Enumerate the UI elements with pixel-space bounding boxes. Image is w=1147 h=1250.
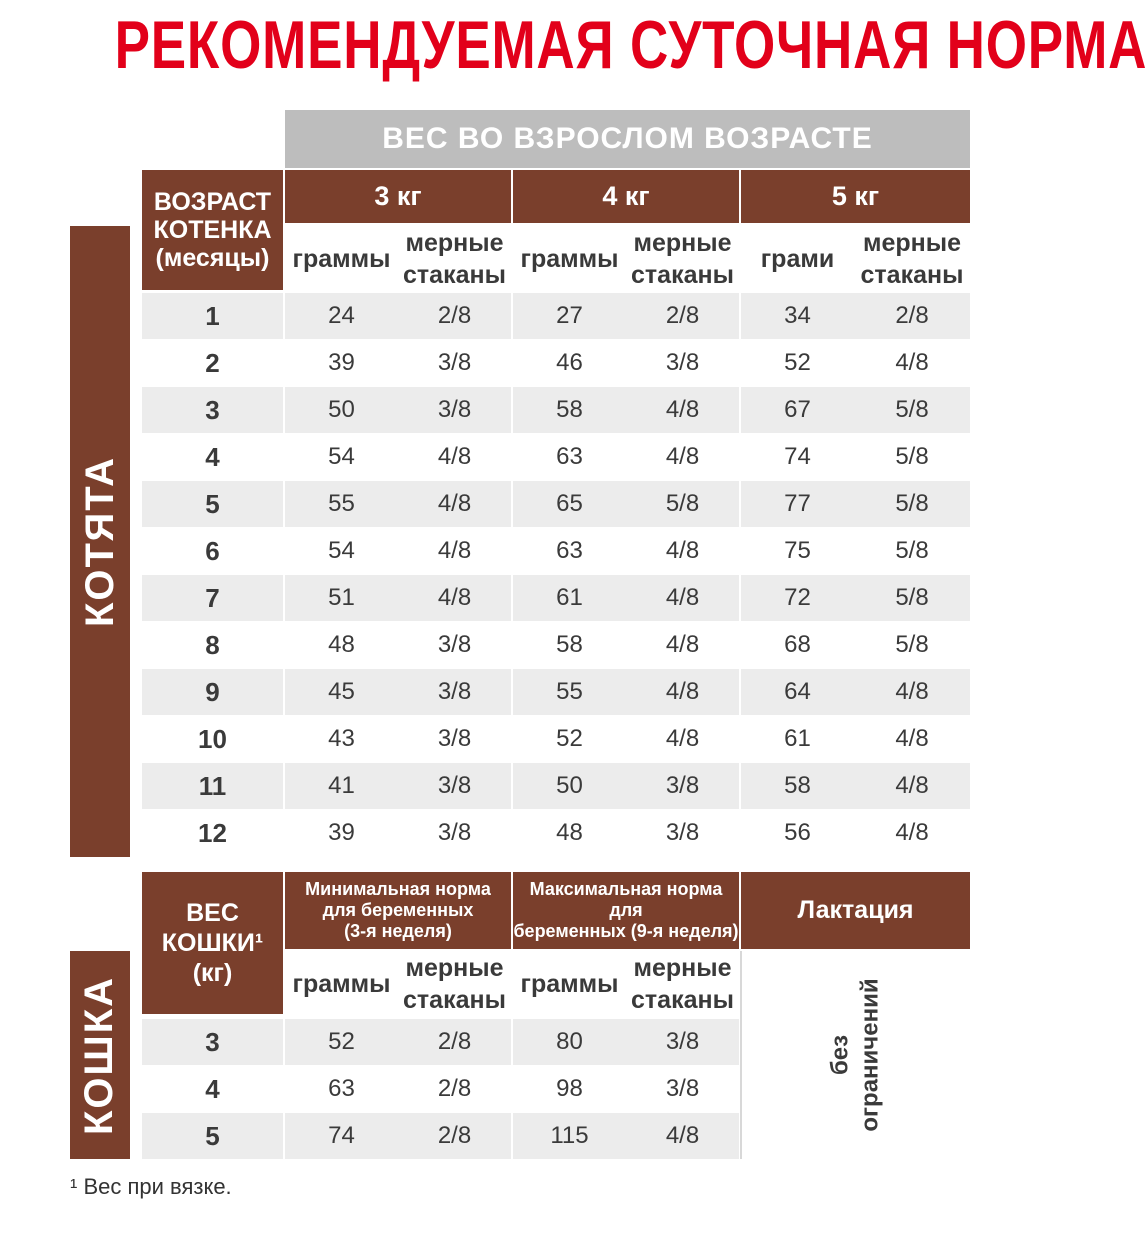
grams-cell: 115	[550, 1122, 589, 1149]
grams-cell: 61	[556, 584, 583, 611]
cups-cell: 4/8	[895, 725, 929, 752]
cups-cell: 5/8	[895, 443, 929, 470]
cups-cell: 3/8	[665, 819, 700, 846]
cups-line-2: стаканы	[860, 261, 964, 289]
cups-cell: 2/8	[437, 1122, 472, 1149]
max-norm-line-2: беременных (9-я неделя)	[513, 921, 739, 941]
table-row	[142, 763, 970, 809]
table-row	[142, 810, 970, 856]
grams-cell: 63	[556, 443, 583, 470]
grams-cell: 52	[784, 349, 811, 376]
age-cell: 1	[205, 300, 220, 331]
cups-cell: 4/8	[665, 396, 700, 423]
weight-5kg-header: 5 кг	[741, 170, 970, 223]
age-cell: 10	[198, 723, 227, 754]
grams-cell: 48	[328, 631, 355, 658]
column-divider	[283, 1019, 285, 1065]
cups-cell: 4/8	[895, 349, 929, 376]
table-row	[142, 622, 970, 668]
age-header-line-2: КОТЕНКА	[153, 216, 272, 244]
column-divider	[739, 622, 741, 668]
grams-cell: 65	[556, 490, 583, 517]
grams-cell: 52	[556, 725, 583, 752]
grams-cell: 58	[556, 631, 583, 658]
grams-cell: 63	[328, 1075, 355, 1102]
min-norm-line-3: (3-я неделя)	[344, 921, 452, 941]
column-divider	[511, 669, 513, 715]
lactation-note-line-2: ограничений	[856, 978, 884, 1132]
cups-cell: 4/8	[665, 584, 700, 611]
kitten-age-header	[142, 170, 283, 290]
grams-cell: 50	[556, 772, 583, 799]
cups-cell: 4/8	[665, 631, 700, 658]
grams-cell: 48	[556, 819, 583, 846]
column-divider	[511, 810, 513, 856]
column-divider	[283, 1066, 285, 1112]
cat-weight-cell: 3	[205, 1026, 220, 1057]
column-divider	[511, 481, 513, 527]
page-title: РЕКОМЕНДУЕМАЯ СУТОЧНАЯ НОРМА	[114, 7, 1147, 83]
column-divider	[283, 434, 285, 480]
max-norm-header	[513, 872, 739, 949]
age-cell: 9	[205, 676, 220, 707]
cups-line-1: мерные	[405, 229, 504, 257]
cups-cell: 4/8	[437, 443, 472, 470]
lactation-header: Лактация	[741, 872, 970, 949]
cups-cell: 3/8	[665, 1075, 700, 1102]
column-divider	[511, 763, 513, 809]
grams-cell: 55	[556, 678, 583, 705]
grams-cell: 24	[328, 302, 355, 329]
cups-line-1: мерные	[405, 954, 504, 982]
adult-weight-header: ВЕС ВО ВЗРОСЛОМ ВОЗРАСТЕ	[285, 110, 970, 168]
cups-cell: 4/8	[895, 772, 929, 799]
column-divider	[511, 434, 513, 480]
cups-cell: 3/8	[437, 678, 472, 705]
cat-side-text: КОШКА	[77, 975, 122, 1135]
column-divider	[283, 763, 285, 809]
column-divider	[511, 1019, 513, 1065]
column-divider	[511, 1113, 513, 1159]
cups-cell: 4/8	[665, 1122, 700, 1149]
grams-cell: 74	[784, 443, 811, 470]
age-cell: 6	[205, 535, 220, 566]
cups-cell: 4/8	[665, 725, 700, 752]
table-row	[142, 387, 970, 433]
column-divider	[283, 810, 285, 856]
table-row	[142, 481, 970, 527]
cups-subheader	[626, 951, 739, 1017]
cups-cell: 2/8	[437, 1028, 472, 1055]
cups-cell: 3/8	[437, 396, 472, 423]
column-divider	[511, 1066, 513, 1112]
grams-cell: 51	[328, 584, 355, 611]
column-divider	[739, 528, 741, 574]
age-cell: 4	[205, 441, 220, 472]
age-header-line-3: (месяцы)	[155, 244, 270, 272]
cups-cell: 4/8	[437, 584, 472, 611]
cat-weight-line-1: ВЕС	[186, 899, 239, 927]
column-divider	[283, 528, 285, 574]
grams-cell: 27	[556, 302, 583, 329]
max-norm-line-1: Максимальная норма для	[529, 879, 723, 920]
cups-cell: 4/8	[895, 678, 929, 705]
grams-subheader: грами	[760, 245, 835, 273]
grams-cell: 58	[556, 396, 583, 423]
cups-subheader	[398, 951, 511, 1017]
cups-cell: 5/8	[665, 490, 700, 517]
cups-cell: 3/8	[665, 772, 700, 799]
cups-subheader	[398, 226, 511, 292]
age-header-line-1: ВОЗРАСТ	[153, 188, 272, 216]
grams-cell: 46	[556, 349, 583, 376]
table-row	[142, 669, 970, 715]
grams-cell: 64	[784, 678, 811, 705]
grams-cell: 74	[328, 1122, 355, 1149]
grams-cell: 61	[784, 725, 811, 752]
cups-cell: 3/8	[437, 772, 472, 799]
cups-line-1: мерные	[862, 229, 962, 257]
cups-cell: 5/8	[895, 396, 929, 423]
cups-cell: 2/8	[437, 302, 472, 329]
column-divider	[283, 293, 285, 339]
cups-cell: 5/8	[895, 631, 929, 658]
grams-subheader: граммы	[292, 970, 391, 998]
cups-cell: 4/8	[665, 678, 700, 705]
age-cell: 11	[198, 770, 227, 801]
min-norm-line-1: Минимальная норма	[305, 879, 491, 899]
cat-weight-cell: 5	[205, 1120, 220, 1151]
column-divider	[739, 340, 741, 386]
grams-subheader: граммы	[292, 245, 391, 273]
grams-cell: 45	[328, 678, 355, 705]
cat-weight-header	[142, 872, 283, 1014]
cups-cell: 3/8	[437, 725, 472, 752]
grams-cell: 54	[328, 443, 355, 470]
grams-cell: 52	[328, 1028, 355, 1055]
cups-cell: 3/8	[665, 1028, 700, 1055]
column-divider	[511, 575, 513, 621]
age-cell: 3	[205, 394, 220, 425]
cups-cell: 4/8	[665, 537, 700, 564]
age-cell: 2	[205, 347, 220, 378]
column-divider	[739, 669, 741, 715]
table-row	[142, 293, 970, 339]
table-row	[142, 528, 970, 574]
cups-cell: 2/8	[895, 302, 929, 329]
grams-cell: 68	[784, 631, 811, 658]
min-norm-header	[285, 872, 511, 949]
cups-cell: 3/8	[437, 631, 472, 658]
cups-cell: 3/8	[437, 349, 472, 376]
age-cell: 7	[205, 582, 220, 613]
cups-cell: 2/8	[437, 1075, 472, 1102]
grams-cell: 80	[556, 1028, 583, 1055]
min-norm-line-2: для беременных	[322, 900, 474, 920]
footnote: ¹ Вес при вязке.	[70, 1174, 232, 1199]
table-row	[142, 340, 970, 386]
kittens-side-text: КОТЯТА	[77, 456, 122, 627]
lactation-column-divider	[740, 951, 742, 1159]
grams-subheader: граммы	[520, 245, 619, 273]
cups-cell: 5/8	[895, 490, 929, 517]
grams-cell: 50	[328, 396, 355, 423]
column-divider	[283, 716, 285, 762]
column-divider	[511, 293, 513, 339]
cups-line-1: мерные	[633, 229, 732, 257]
grams-cell: 67	[784, 396, 811, 423]
cat-weight-line-2: КОШКИ¹	[161, 929, 264, 957]
cat-side-label	[70, 951, 130, 1159]
column-divider	[511, 528, 513, 574]
table-row	[142, 1019, 739, 1065]
cups-cell: 3/8	[665, 349, 700, 376]
table-row	[142, 1113, 739, 1159]
column-divider	[739, 481, 741, 527]
grams-cell: 98	[556, 1075, 583, 1102]
column-divider	[283, 481, 285, 527]
column-divider	[283, 340, 285, 386]
grams-cell: 34	[784, 302, 811, 329]
grams-cell: 39	[328, 819, 355, 846]
weight-4kg-header: 4 кг	[513, 170, 739, 223]
grams-cell: 58	[784, 772, 811, 799]
weight-3kg-header: 3 кг	[285, 170, 511, 223]
column-divider	[511, 622, 513, 668]
cups-line-2: стаканы	[403, 261, 506, 289]
grams-cell: 41	[328, 772, 355, 799]
cups-line-2: стаканы	[403, 986, 506, 1014]
grams-subheader: граммы	[520, 970, 619, 998]
column-divider	[739, 716, 741, 762]
column-divider	[283, 1113, 285, 1159]
grams-cell: 72	[784, 584, 811, 611]
grams-cell: 39	[328, 349, 355, 376]
cups-cell: 4/8	[437, 537, 472, 564]
grams-cell: 56	[784, 819, 811, 846]
cups-cell: 3/8	[437, 819, 472, 846]
cat-weight-cell: 4	[205, 1073, 220, 1104]
column-divider	[511, 716, 513, 762]
age-cell: 8	[205, 629, 220, 660]
table-row	[142, 434, 970, 480]
grams-cell: 75	[784, 537, 811, 564]
column-divider	[283, 622, 285, 668]
cat-weight-line-3: (кг)	[192, 959, 233, 987]
grams-cell: 55	[328, 490, 355, 517]
column-divider	[739, 387, 741, 433]
lactation-note	[741, 951, 970, 1159]
cups-cell: 5/8	[895, 584, 929, 611]
column-divider	[283, 575, 285, 621]
kittens-side-label	[70, 226, 130, 857]
column-divider	[511, 340, 513, 386]
age-cell: 5	[205, 488, 220, 519]
table-row	[142, 1066, 739, 1112]
cups-cell: 4/8	[665, 443, 700, 470]
cups-line-2: стаканы	[631, 986, 734, 1014]
cups-cell: 4/8	[437, 490, 472, 517]
lactation-note-line-1: без	[826, 1034, 854, 1076]
column-divider	[739, 434, 741, 480]
grams-cell: 43	[328, 725, 355, 752]
grams-cell: 54	[328, 537, 355, 564]
column-divider	[739, 810, 741, 856]
cups-cell: 5/8	[895, 537, 929, 564]
cups-line-1: мерные	[633, 954, 732, 982]
grams-cell: 63	[556, 537, 583, 564]
cups-subheader	[626, 226, 739, 292]
cups-cell: 4/8	[895, 819, 929, 846]
column-divider	[739, 575, 741, 621]
age-cell: 12	[198, 817, 227, 848]
cups-cell: 2/8	[665, 302, 700, 329]
grams-cell: 77	[784, 490, 811, 517]
column-divider	[739, 763, 741, 809]
table-row	[142, 716, 970, 762]
table-row	[142, 575, 970, 621]
column-divider	[283, 387, 285, 433]
column-divider	[739, 293, 741, 339]
column-divider	[511, 387, 513, 433]
column-divider	[283, 669, 285, 715]
cups-line-2: стаканы	[631, 261, 734, 289]
cups-subheader	[854, 226, 970, 292]
